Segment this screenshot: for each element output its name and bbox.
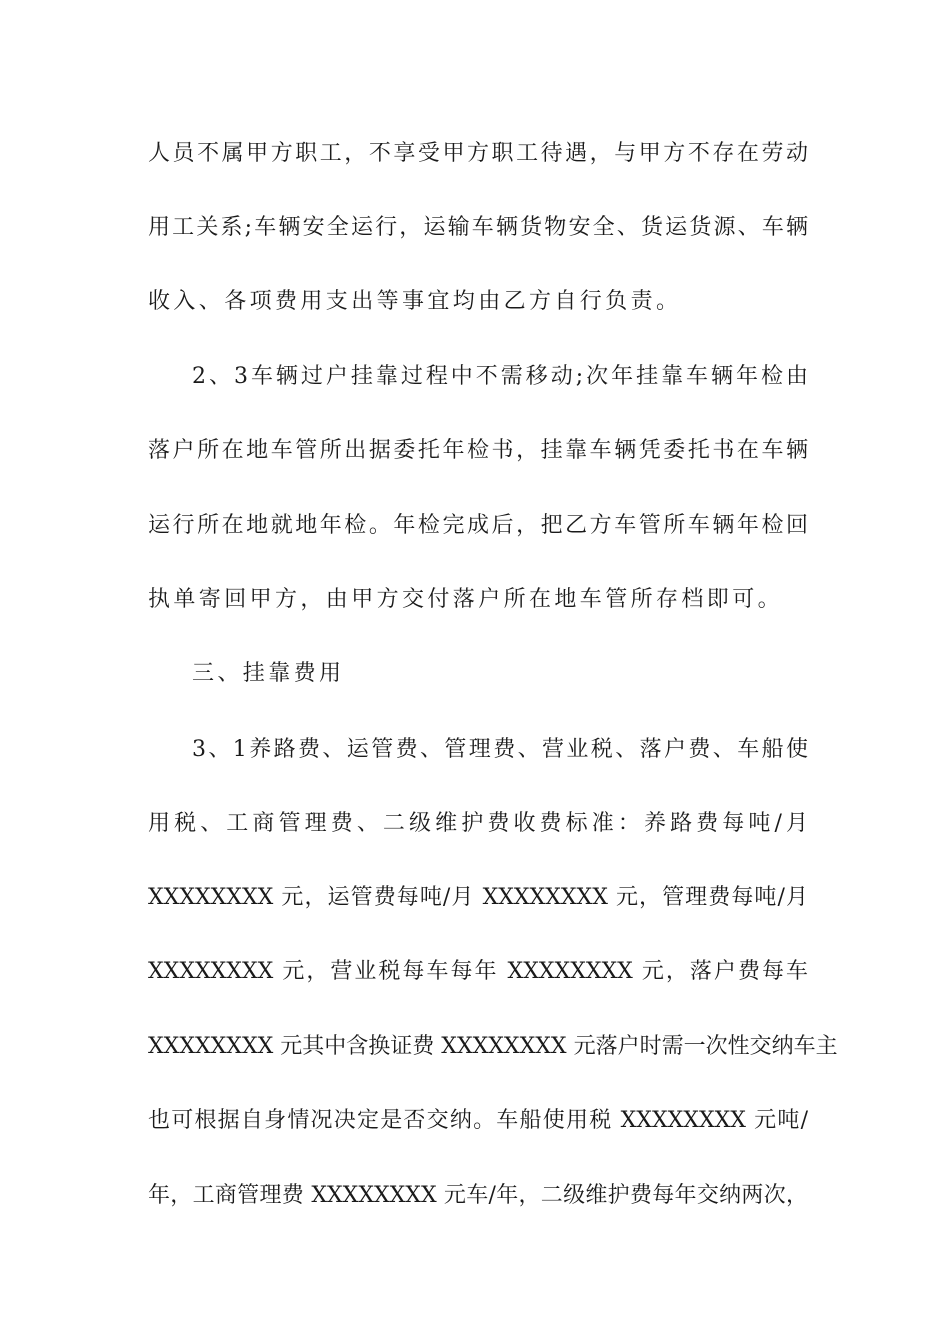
text-line-13: XXXXXXXX 元其中含换证费 XXXXXXXX 元落户时需一次性交纳车主: [148, 1034, 838, 1059]
text-line-15: 年，工商管理费 XXXXXXXX 元车/年，二级维护费每年交纳两次，: [148, 1183, 808, 1208]
text-line-9: 3、1养路费、运管费、管理费、营业税、落户费、车船使: [192, 737, 808, 762]
text-line-10: 用税、工商管理费、二级维护费收费标准：养路费每吨/月: [148, 811, 808, 836]
text-line-3: 收入、各项费用支出等事宜均由乙方自行负责。: [148, 289, 682, 314]
text-line-6: 运行所在地就地年检。年检完成后，把乙方车管所车辆年检回: [148, 513, 808, 538]
text-line-4: 2、3车辆过户挂靠过程中不需移动;次年挂靠车辆年检由: [192, 364, 808, 389]
text-line-1: 人员不属甲方职工，不享受甲方职工待遇，与甲方不存在劳动: [148, 141, 808, 166]
text-line-14: 也可根据自身情况决定是否交纳。车船使用税 XXXXXXXX 元吨/: [148, 1108, 808, 1133]
section-heading: 三、挂靠费用: [192, 661, 345, 686]
text-line-12: XXXXXXXX 元，营业税每车每年 XXXXXXXX 元，落户费每车: [148, 959, 808, 984]
text-line-11: XXXXXXXX 元，运管费每吨/月 XXXXXXXX 元，管理费每吨/月: [148, 885, 808, 910]
text-line-7: 执单寄回甲方，由甲方交付落户所在地车管所存档即可。: [148, 587, 784, 612]
text-line-2: 用工关系;车辆安全运行，运输车辆货物安全、货运货源、车辆: [148, 215, 808, 240]
text-line-5: 落户所在地车管所出据委托年检书，挂靠车辆凭委托书在车辆: [148, 438, 808, 463]
